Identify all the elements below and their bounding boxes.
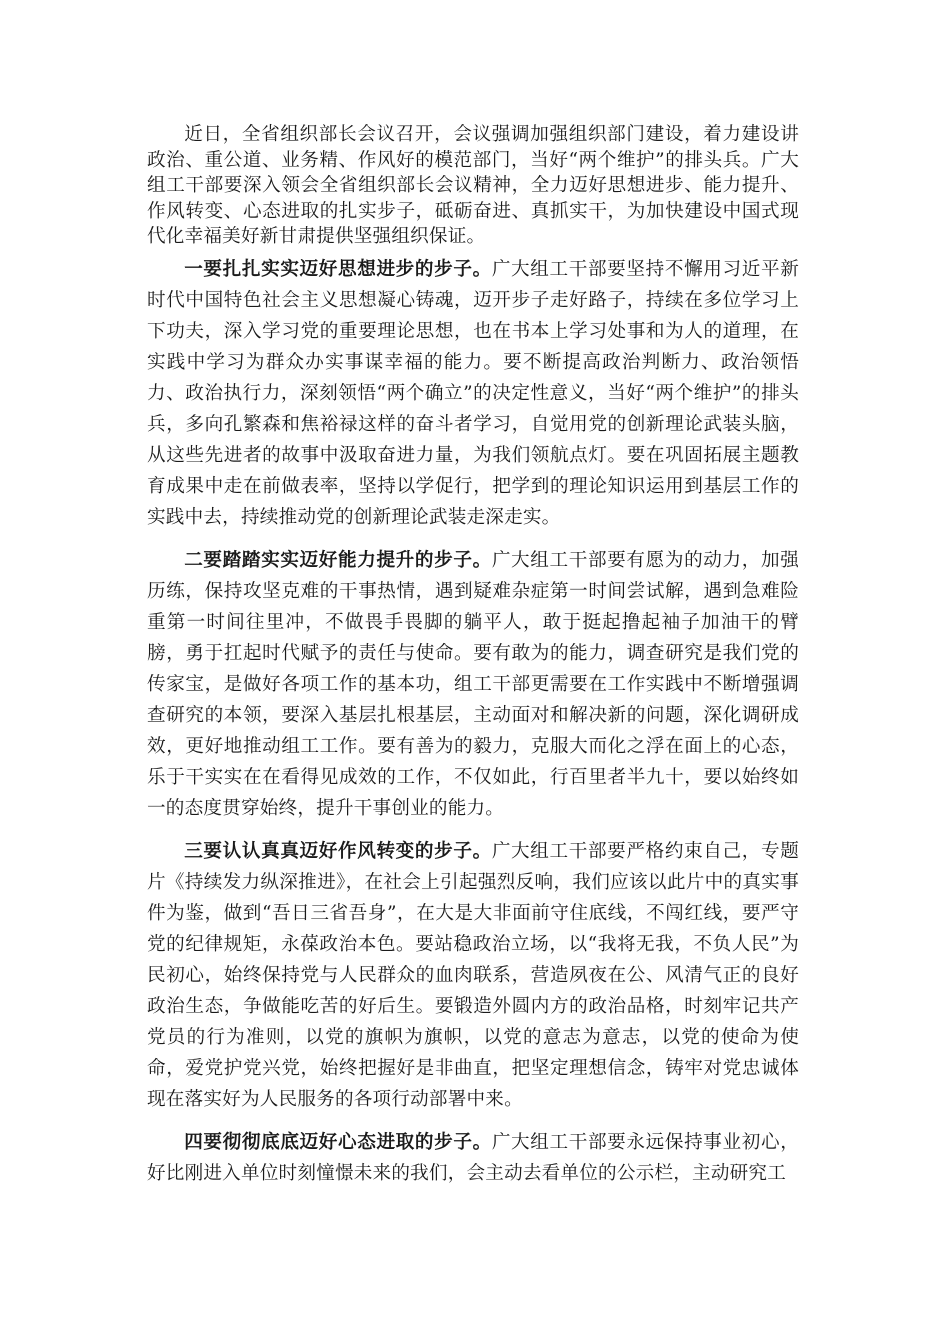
section-paragraph-2 bbox=[147, 545, 799, 824]
section-heading-4: 四要彻彻底底迈好心态进取的步子。 bbox=[184, 1131, 492, 1153]
section-text-3: 广大组工干部要严格约束自己，专题片《持续发力纵深推进》，在社会上引起强烈反响，我们应该以此片中的真实事件为鉴，做到“吾日三省吾身”，在大是大非面前守住底线，不闯红线，要严守党的纪律规矩，永葆政治本色。要站稳政治立场，以“我将无我，不负人民”为民初心，始终保持党与人民群众的血肉联系，营造夙夜在公、风清气正的良好政治生态，争做能吃苦的好后生。要锻造外圆内方的政治品格，时刻牢记共产党员的行为准则，以党的旗帜为旗帜，以党的意志为意志，以党的使命为使命，爱党护党兴党，始终把握好是非曲直，把坚定理想信念，铸牢对党忠诚体现在落实好为人民服务的各项行动部署中来。 bbox=[147, 840, 800, 1110]
section-text-1: 广大组工干部要坚持不懈用习近平新时代中国特色社会主义思想凝心铸魂，迈开步子走好路子，持续在多位学习上下功夫，深入学习党的重要理论思想，也在书本上学习处事和为人的道理，在实践中学习为群众办实事谋幸福的能力。要不断提高政治判断力、政治领悟力、政治执行力，深刻领悟“两个确立”的决定性意义，当好“两个维护”的排头兵，多向孔繁森和焦裕禄这样的奋斗者学习，自觉用党的创新理论武装头脑，从这些先进者的故事中汲取奋进力量，为我们领航点灯。要在巩固拓展主题教育成果中走在前做表率，坚持以学促行，把学到的理论知识运用到基层工作的实践中去，持续推动党的创新理论武装走深走实。 bbox=[147, 258, 800, 528]
section-heading-2: 二要踏踏实实迈好能力提升的步子。 bbox=[184, 549, 492, 571]
section-text-4: 广大组工干部要永远保持事业初心，好比刚进入单位时刻憧憬未来的我们，会主动去看单位的公示栏，主动研究工 bbox=[147, 1131, 800, 1184]
section-text-2: 广大组工干部要有愿为的动力，加强历练，保持攻坚克难的干事热情，遇到疑难杂症第一时间尝试解，遇到急难险重第一时间往里冲，不做畏手畏脚的躺平人，敢于挺起撸起袖子加油干的臂膀，勇于扛起时代赋予的责任与使命。要有敢为的能力，调查研究是我们党的传家宝，是做好各项工作的基本功，组工干部更需要在工作实践中不断增强调查研究的本领，要深入基层扎根基层，主动面对和解决新的问题，深化调研成效，更好地推动组工工作。要有善为的毅力，克服大而化之浮在面上的心态，乐于干实实在在看得见成效的工作，不仅如此，行百里者半九十，要以始终如一的态度贯穿始终，提升干事创业的能力。 bbox=[147, 549, 800, 819]
document-body bbox=[147, 122, 799, 1189]
section-heading-1: 一要扎扎实实迈好思想进步的步子。 bbox=[184, 258, 492, 280]
section-paragraph-1 bbox=[147, 254, 799, 533]
intro-paragraph: 近日，全省组织部长会议召开，会议强调加强组织部门建设，着力建设讲政治、重公道、业务精、作风好的模范部门，当好“两个维护”的排头兵。广大组工干部要深入领会全省组织部长会议精神，全力迈好思想进步、能力提升、作风转变、心态进取的扎实步子，砥砺奋进、真抓实干，为加快建设中国式现代化幸福美好新甘肃提供坚强组织保证。 bbox=[147, 124, 799, 247]
section-paragraph-3 bbox=[147, 836, 799, 1115]
section-paragraph-4 bbox=[147, 1127, 799, 1189]
section-heading-3: 三要认认真真迈好作风转变的步子。 bbox=[184, 840, 492, 862]
